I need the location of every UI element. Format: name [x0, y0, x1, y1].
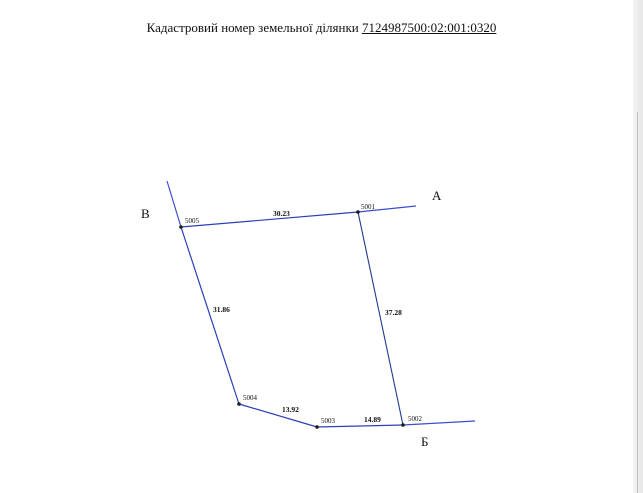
point-label-5002: 5002	[408, 415, 422, 423]
cadastral-number: 7124987500:02:001:0320	[362, 20, 497, 35]
length-label-5002-5003: 14.89	[364, 415, 381, 424]
title-prefix: Кадастровий номер земельної ділянки	[146, 20, 362, 35]
neighbor-label-b: Б	[421, 434, 429, 449]
vertex-5005	[179, 225, 183, 229]
point-label-5005: 5005	[185, 217, 199, 225]
length-label-5003-5004: 13.92	[282, 405, 299, 414]
boundary-5005-5001	[181, 212, 358, 227]
vertex-5001	[356, 210, 360, 214]
point-label-5001: 5001	[361, 203, 375, 211]
neighbor-label-v: В	[141, 206, 150, 221]
vertex-5003	[315, 425, 319, 429]
boundary-5004-5005	[181, 227, 239, 404]
adjacent-line-b	[167, 181, 181, 227]
neighbor-label-a: А	[432, 188, 442, 203]
point-label-5003: 5003	[321, 417, 335, 425]
length-label-5005-5001: 30.23	[273, 209, 290, 218]
vertex-5002	[401, 423, 405, 427]
boundary-5003-5004	[239, 404, 317, 427]
boundary-5001-5002	[358, 212, 403, 425]
boundary-5002-5003	[317, 425, 403, 427]
point-label-5004: 5004	[243, 394, 257, 402]
length-label-5001-5002: 37.28	[385, 308, 402, 317]
vertex-5004	[237, 402, 241, 406]
length-label-5004-5005: 31.86	[213, 305, 230, 314]
